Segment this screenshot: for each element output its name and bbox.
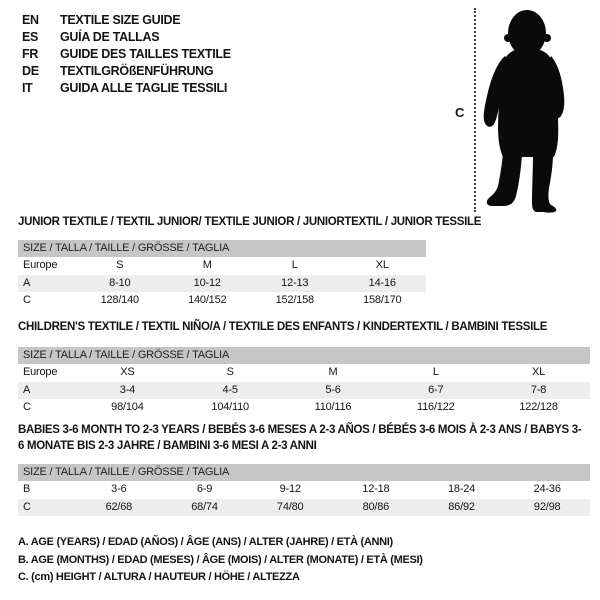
row-label: C (23, 500, 31, 513)
table-cell: XL (375, 259, 389, 271)
row-label: C (23, 401, 31, 413)
language-title: GUIDE DES TAILLES TEXTILE (60, 47, 231, 61)
table-cell: 9-12 (279, 483, 301, 495)
table-cell: 3-4 (119, 383, 136, 396)
language-code: EN (22, 13, 39, 27)
height-measure-dotted-line (474, 8, 476, 212)
table-rows (18, 257, 426, 310)
table-cell: 6-7 (428, 383, 444, 396)
table-row (18, 364, 590, 382)
row-label: A (23, 383, 31, 396)
language-code: DE (22, 64, 39, 78)
table-cell: 110/116 (314, 401, 352, 413)
table-cell: 62/68 (105, 500, 133, 513)
row-label: Europe (23, 259, 58, 271)
table-row (18, 292, 426, 310)
table-cell: 104/110 (211, 401, 249, 413)
table-cell: 8-10 (109, 276, 131, 289)
table-cell: L (432, 366, 439, 378)
language-code: ES (22, 30, 39, 44)
row-label: Europe (23, 366, 58, 378)
table-rows (18, 481, 590, 516)
babies-section-title: BABIES 3-6 MONTH TO 2-3 YEARS / BEBÉS 3-6 MESES A 2-3 AÑOS / BÉBÉS 3-6 MOIS À 2-3 ANS / BABYS 3-6 MONATE BIS 2-3 JAHRE / BAMBINI 3-6 MESI A 2-3 ANNI (18, 424, 582, 452)
table-row (18, 275, 426, 293)
table-row (18, 257, 426, 275)
footnote-line: A. AGE (YEARS) / EDAD (AÑOS) / ÂGE (ANS) / ALTER (JAHRE) / ETÀ (ANNI) (18, 536, 393, 548)
table-cell: 140/152 (188, 294, 227, 306)
table-cell: 116/122 (417, 401, 455, 413)
table-row (18, 499, 590, 517)
table-cell: 86/92 (448, 500, 475, 513)
table-cell: 3-6 (111, 483, 127, 495)
size-header-bar: SIZE / TALLA / TAILLE / GRÖSSE / TAGLIA (18, 240, 426, 257)
toddler-silhouette-icon (481, 6, 577, 214)
row-label: B (23, 483, 31, 495)
table-cell: S (226, 366, 234, 378)
table-cell: S (116, 259, 124, 271)
table-row (18, 481, 590, 499)
junior-size-table (18, 240, 426, 310)
table-cell: 152/158 (275, 294, 314, 306)
language-list (22, 12, 231, 97)
table-cell: 122/128 (519, 401, 558, 413)
table-cell: 24-36 (533, 483, 561, 495)
table-cell: XL (532, 366, 546, 378)
height-measure-label: C (455, 105, 465, 120)
table-cell: M (328, 366, 338, 378)
table-cell: 98/104 (111, 401, 144, 413)
table-row (18, 382, 590, 400)
footnote-line: C. (cm) HEIGHT / ALTURA / HAUTEUR / HÖHE / ALTEZZA (18, 571, 300, 583)
language-title: GUÍA DE TALLAS (60, 30, 160, 44)
language-row (22, 80, 231, 97)
row-label: A (23, 276, 31, 289)
table-cell: L (291, 259, 298, 271)
table-cell: 5-6 (325, 383, 341, 396)
table-cell: 18-24 (447, 483, 476, 495)
table-cell: 6-9 (196, 483, 213, 495)
table-rows (18, 364, 590, 417)
language-code: IT (22, 81, 33, 95)
language-row (22, 12, 231, 29)
table-cell: M (202, 259, 212, 271)
junior-section-title: JUNIOR TEXTILE / TEXTIL JUNIOR/ TEXTILE JUNIOR / JUNIORTEXTIL / JUNIOR TESSILE (18, 216, 482, 228)
size-header-bar: SIZE / TALLA / TAILLE / GRÖSSE / TAGLIA (18, 464, 590, 481)
children-section-title: CHILDREN'S TEXTILE / TEXTIL NIÑO/A / TEXTILE DES ENFANTS / KINDERTEXTIL / BAMBINI TESSILE (18, 321, 548, 333)
table-cell: 10-12 (193, 276, 221, 289)
babies-size-table (18, 464, 590, 516)
measurement-footnotes (18, 534, 588, 587)
table-cell: 68/74 (191, 500, 218, 513)
children-size-table (18, 347, 590, 417)
language-row (22, 63, 231, 80)
language-title: TEXTILGRÖßENFÜHRUNG (60, 64, 214, 78)
table-cell: XS (120, 366, 135, 378)
language-title: GUIDA ALLE TAGLIE TESSILI (60, 81, 228, 95)
table-cell: 128/140 (100, 294, 139, 306)
table-cell: 7-8 (530, 383, 547, 396)
table-cell: 12-18 (362, 483, 390, 495)
table-cell: 158/170 (363, 294, 402, 306)
table-row (18, 399, 590, 417)
table-cell: 74/80 (276, 500, 304, 513)
size-header-bar: SIZE / TALLA / TAILLE / GRÖSSE / TAGLIA (18, 347, 590, 364)
table-cell: 4-5 (222, 383, 238, 396)
language-title: TEXTILE SIZE GUIDE (60, 13, 181, 27)
table-cell: 12-13 (281, 276, 309, 289)
language-row (22, 29, 231, 46)
table-cell: 92/98 (533, 500, 561, 513)
table-cell: 14-16 (368, 276, 396, 289)
table-cell: 80/86 (362, 500, 390, 513)
language-code: FR (22, 47, 39, 61)
language-row (22, 46, 231, 63)
row-label: C (23, 294, 31, 306)
footnote-line: B. AGE (MONTHS) / EDAD (MESES) / ÂGE (MOIS) / ALTER (MONATE) / ETÀ (MESI) (18, 553, 423, 566)
